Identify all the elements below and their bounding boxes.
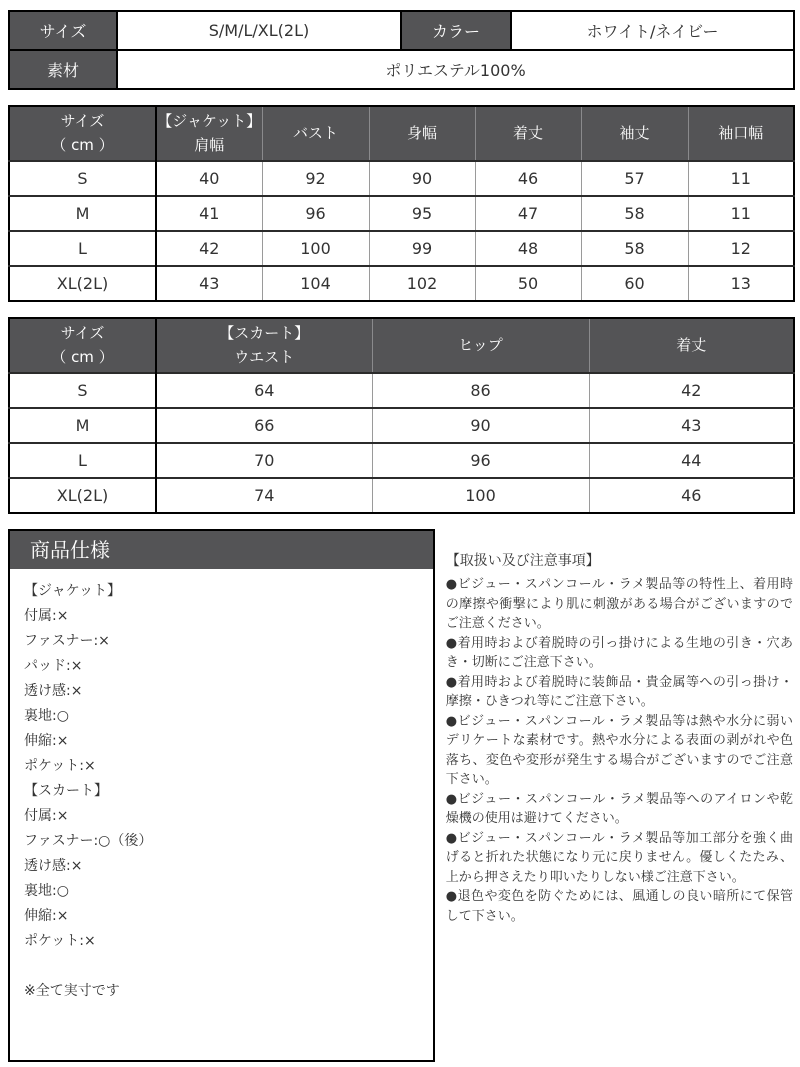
spec-box-title: 商品仕様 [10, 531, 433, 569]
spec-line: ファスナー:○（後） [24, 833, 153, 849]
size-label: サイズ [9, 11, 117, 50]
spec-line: 裏地:○ [24, 708, 69, 724]
cell: 99 [369, 231, 475, 266]
handling-note-item: ●着用時および着脱時に装飾品・貴金属等への引っ掛け・摩擦・ひきつれ等にご注意下さい。 [445, 674, 793, 709]
material-value: ポリエステル100% [117, 50, 794, 89]
color-value: ホワイト/ネイビー [511, 11, 794, 50]
color-label: カラー [401, 11, 511, 50]
cell: 11 [688, 196, 794, 231]
jacket-size-table [8, 105, 795, 302]
product-info-row-2 [9, 50, 794, 89]
jacket-cuff-header: 袖口幅 [688, 106, 794, 161]
bottom-section [8, 529, 793, 1062]
spec-box-body [10, 569, 433, 1014]
cell: 13 [688, 266, 794, 301]
spec-line: 裏地:○ [24, 883, 69, 899]
spec-line: 【スカート】 [24, 783, 108, 799]
cell: 96 [372, 443, 589, 478]
spec-line: 透け感:× [24, 858, 83, 874]
handling-note-item: ●ビジュー・スパンコール・ラメ製品等は熱や水分に弱いデリケートな素材です。熱や水分による表面の剥がれや色落ち、変色や変形が発生する場合がございますのでご注意下さい。 [445, 713, 793, 787]
cell: 58 [581, 231, 688, 266]
size-value: S/M/L/XL(2L) [117, 11, 401, 50]
spec-line: ファスナー:× [24, 633, 110, 649]
cell: 43 [156, 266, 262, 301]
cell: 104 [262, 266, 369, 301]
table-row [9, 443, 794, 478]
cell: 11 [688, 161, 794, 196]
spec-line: 伸縮:× [24, 908, 69, 924]
handling-notes-title: 【取扱い及び注意事項】 [445, 553, 600, 569]
skirt-hip-header: ヒップ [372, 318, 589, 373]
skirt-size-header: サイズ （ cm ） [9, 318, 156, 373]
cell: 41 [156, 196, 262, 231]
cell: 70 [156, 443, 372, 478]
handling-note-item: ●ビジュー・スパンコール・ラメ製品等加工部分を強く曲げると折れた状態になり元に戻りません。優しくたたみ、上から押さえたり叩いたりしない様ご注意下さい。 [445, 830, 793, 885]
row-size: M [9, 408, 156, 443]
row-size: L [9, 443, 156, 478]
product-spec-box [8, 529, 435, 1062]
row-size: XL(2L) [9, 266, 156, 301]
handling-notes [446, 529, 793, 926]
row-size: L [9, 231, 156, 266]
row-size: XL(2L) [9, 478, 156, 513]
cell: 50 [475, 266, 581, 301]
cell: 40 [156, 161, 262, 196]
cell: 12 [688, 231, 794, 266]
cell: 74 [156, 478, 372, 513]
table-row [9, 161, 794, 196]
cell: 47 [475, 196, 581, 231]
cell: 60 [581, 266, 688, 301]
product-info-table [8, 10, 795, 90]
spec-line: 透け感:× [24, 683, 83, 699]
cell: 95 [369, 196, 475, 231]
cell: 43 [589, 408, 794, 443]
cell: 86 [372, 373, 589, 408]
skirt-size-table [8, 317, 795, 514]
jacket-header-row [9, 106, 794, 161]
table-row [9, 373, 794, 408]
jacket-size-header: サイズ （ cm ） [9, 106, 156, 161]
cell: 42 [589, 373, 794, 408]
spec-line: 【ジャケット】 [24, 583, 122, 599]
table-row [9, 231, 794, 266]
skirt-waist-header: 【スカート】 ウエスト [156, 318, 372, 373]
cell: 57 [581, 161, 688, 196]
table-row [9, 196, 794, 231]
row-size: M [9, 196, 156, 231]
row-size: S [9, 373, 156, 408]
product-info-row-1 [9, 11, 794, 50]
cell: 64 [156, 373, 372, 408]
handling-note-item: ●退色や変色を防ぐためには、風通しの良い暗所にて保管して下さい。 [445, 889, 793, 924]
cell: 42 [156, 231, 262, 266]
spec-line: パッド:× [24, 658, 83, 674]
table-row [9, 408, 794, 443]
jacket-bust-header: バスト [262, 106, 369, 161]
handling-note-item: ●ビジュー・スパンコール・ラメ製品等へのアイロンや乾燥機の使用は避けてください。 [445, 791, 793, 826]
row-size: S [9, 161, 156, 196]
handling-note-item: ●着用時および着脱時の引っ掛けによる生地の引き・穴あき・切断にご注意下さい。 [445, 635, 793, 670]
cell: 96 [262, 196, 369, 231]
handling-note-item: ●ビジュー・スパンコール・ラメ製品等の特性上、着用時の摩擦や衝撃により肌に刺激がある場合がございますのでご注意ください。 [445, 577, 793, 631]
spec-line: ポケット:× [24, 758, 96, 774]
cell: 44 [589, 443, 794, 478]
cell: 90 [372, 408, 589, 443]
table-row [9, 478, 794, 513]
spec-line: 伸縮:× [24, 733, 69, 749]
cell: 48 [475, 231, 581, 266]
cell: 92 [262, 161, 369, 196]
table-row [9, 266, 794, 301]
cell: 102 [369, 266, 475, 301]
jacket-shoulder-header: 【ジャケット】 肩幅 [156, 106, 262, 161]
skirt-header-row [9, 318, 794, 373]
cell: 66 [156, 408, 372, 443]
jacket-sleeve-header: 袖丈 [581, 106, 688, 161]
cell: 100 [262, 231, 369, 266]
jacket-bodywidth-header: 身幅 [369, 106, 475, 161]
spec-line: ポケット:× [24, 933, 96, 949]
cell: 100 [372, 478, 589, 513]
cell: 58 [581, 196, 688, 231]
spec-note: ※全て実寸です [24, 983, 120, 999]
cell: 90 [369, 161, 475, 196]
material-label: 素材 [9, 50, 117, 89]
skirt-length-header: 着丈 [589, 318, 794, 373]
spec-line: 付属:× [24, 608, 69, 624]
cell: 46 [589, 478, 794, 513]
cell: 46 [475, 161, 581, 196]
spec-line: 付属:× [24, 808, 69, 824]
jacket-length-header: 着丈 [475, 106, 581, 161]
